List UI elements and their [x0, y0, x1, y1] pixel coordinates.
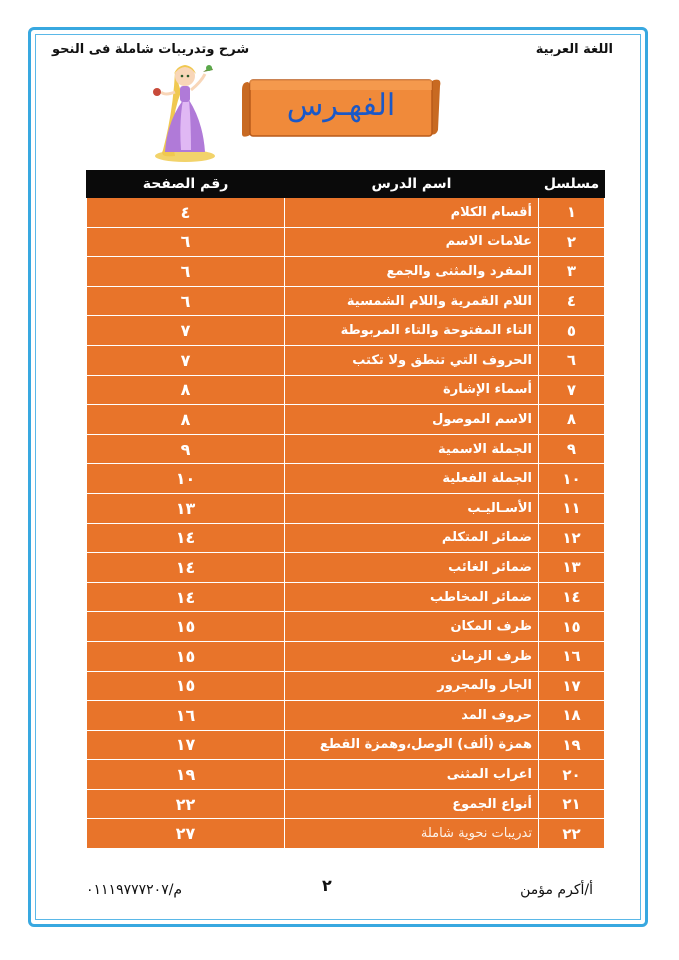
- lesson-cell: ضمائر الغائب: [285, 553, 539, 583]
- table-row: [87, 523, 605, 553]
- page-cell: ١٧: [87, 730, 285, 760]
- table-header-row: [87, 171, 605, 198]
- lesson-cell: الجملة الاسمية: [285, 434, 539, 464]
- lesson-cell: اعراب المثنى: [285, 760, 539, 790]
- lesson-cell: المفرد والمثنى والجمع: [285, 257, 539, 287]
- lesson-cell: الأسـاليـب: [285, 493, 539, 523]
- column-header-page: رقم الصفحة: [87, 171, 285, 198]
- serial-cell: ٤: [539, 286, 605, 316]
- table-row: [87, 553, 605, 583]
- page-cell: ٨: [87, 375, 285, 405]
- serial-cell: ١٦: [539, 641, 605, 671]
- lesson-cell: أنواع الجموع: [285, 789, 539, 819]
- serial-cell: ٢٠: [539, 760, 605, 790]
- table-row: [87, 641, 605, 671]
- page-cell: ٢٧: [87, 819, 285, 849]
- table-row: [87, 612, 605, 642]
- serial-cell: ١٩: [539, 730, 605, 760]
- header-subject: اللغة العربية: [535, 42, 613, 57]
- table-row: [87, 493, 605, 523]
- column-header-serial: مسلسل: [539, 171, 605, 198]
- serial-cell: ١٨: [539, 701, 605, 731]
- lesson-cell: تدريبات نحوية شاملة: [285, 819, 539, 849]
- table-row: [87, 730, 605, 760]
- page-cell: ١٩: [87, 760, 285, 790]
- table-row: [87, 316, 605, 346]
- serial-cell: ١٧: [539, 671, 605, 701]
- table-row: [87, 286, 605, 316]
- lesson-cell: ظرف الزمان: [285, 641, 539, 671]
- table-row: [87, 819, 605, 849]
- page-cell: ٨: [87, 405, 285, 435]
- lesson-cell: الجار والمجرور: [285, 671, 539, 701]
- page-cell: ١٤: [87, 582, 285, 612]
- princess-illustration-icon: [145, 52, 225, 164]
- page-cell: ٦: [87, 286, 285, 316]
- lesson-cell: التاء المفتوحة والتاء المربوطة: [285, 316, 539, 346]
- footer-phone: م/٠١١١٩٧٧٧٢٠٧: [86, 882, 183, 898]
- page-cell: ٦: [87, 257, 285, 287]
- serial-cell: ٧: [539, 375, 605, 405]
- page-cell: ١٣: [87, 493, 285, 523]
- footer-page-number: ٢: [322, 876, 332, 895]
- table-row: [87, 227, 605, 257]
- lesson-cell: همزة (ألف) الوصل،وهمزة القطع: [285, 730, 539, 760]
- lesson-cell: الحروف التي تنطق ولا تكتب: [285, 345, 539, 375]
- serial-cell: ٦: [539, 345, 605, 375]
- page-cell: ٢٢: [87, 789, 285, 819]
- serial-cell: ١: [539, 198, 605, 228]
- table-row: [87, 582, 605, 612]
- serial-cell: ٢: [539, 227, 605, 257]
- table-row: [87, 434, 605, 464]
- column-header-lesson: اسم الدرس: [285, 171, 539, 198]
- lesson-cell: أقسام الكلام: [285, 198, 539, 228]
- lesson-cell: اللام القمرية واللام الشمسية: [285, 286, 539, 316]
- table-row: [87, 789, 605, 819]
- lesson-cell: أسماء الإشارة: [285, 375, 539, 405]
- serial-cell: ٥: [539, 316, 605, 346]
- table-of-contents: [86, 170, 605, 849]
- table-row: [87, 760, 605, 790]
- table-row: [87, 701, 605, 731]
- table-row: [87, 464, 605, 494]
- page-cell: ١٦: [87, 701, 285, 731]
- page-cell: ١٠: [87, 464, 285, 494]
- table-row: [87, 257, 605, 287]
- table-row: [87, 671, 605, 701]
- footer-author: أ/أكرم مؤمن: [520, 882, 593, 898]
- header-description: شرح وتدريبات شاملة فى النحو: [52, 42, 250, 57]
- index-title: الفهـرس: [286, 88, 396, 123]
- serial-cell: ٣: [539, 257, 605, 287]
- page-cell: ١٤: [87, 553, 285, 583]
- serial-cell: ١٠: [539, 464, 605, 494]
- lesson-cell: الاسم الموصول: [285, 405, 539, 435]
- lesson-cell: ضمائر المخاطب: [285, 582, 539, 612]
- serial-cell: ١٣: [539, 553, 605, 583]
- serial-cell: ٨: [539, 405, 605, 435]
- lesson-cell: ضمائر المتكلم: [285, 523, 539, 553]
- page-cell: ١٥: [87, 671, 285, 701]
- table-row: [87, 375, 605, 405]
- serial-cell: ١١: [539, 493, 605, 523]
- table-row: [87, 405, 605, 435]
- lesson-cell: الجملة الفعلية: [285, 464, 539, 494]
- page-cell: ١٥: [87, 612, 285, 642]
- page-cell: ٧: [87, 345, 285, 375]
- serial-cell: ١٢: [539, 523, 605, 553]
- serial-cell: ٢٢: [539, 819, 605, 849]
- serial-cell: ٢١: [539, 789, 605, 819]
- page-cell: ٤: [87, 198, 285, 228]
- lesson-cell: علامات الاسم: [285, 227, 539, 257]
- page-cell: ٩: [87, 434, 285, 464]
- serial-cell: ١٤: [539, 582, 605, 612]
- serial-cell: ١٥: [539, 612, 605, 642]
- serial-cell: ٩: [539, 434, 605, 464]
- page-cell: ٦: [87, 227, 285, 257]
- page-cell: ١٥: [87, 641, 285, 671]
- table-row: [87, 345, 605, 375]
- lesson-cell: ظرف المكان: [285, 612, 539, 642]
- page-cell: ١٤: [87, 523, 285, 553]
- lesson-cell: حروف المد: [285, 701, 539, 731]
- page-cell: ٧: [87, 316, 285, 346]
- table-row: [87, 198, 605, 228]
